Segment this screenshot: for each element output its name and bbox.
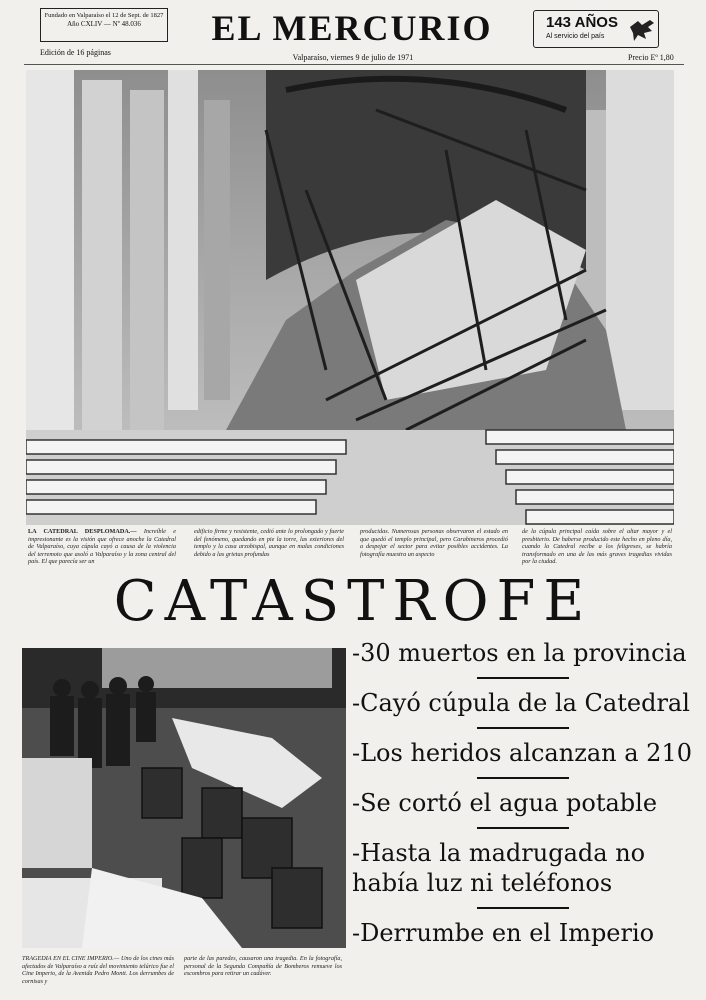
- bullet-item: -Los heridos alcanzan a 210: [352, 739, 692, 767]
- founded-box: [40, 8, 168, 42]
- photo-caption-col: edificio firme y resistente, cedió ante lo prolongado y fuerte del fenómeno, quedando en pie la torre, las exteriores del templo y la casa arzobispal, aunque en malas condiciones debido a las grietas profundas: [194, 528, 344, 558]
- dateline: Valparaíso, viernes 9 de julio de 1971: [292, 53, 414, 62]
- founded-line: Fundado en Valparaíso el 12 de Sept. de 1827: [44, 12, 164, 19]
- masthead-rule: [24, 64, 684, 65]
- caption-text: Increíble e impresionante es la visión que ofrece anoche la Catedral de Valparaíso, cuya cúpula cayó a causa de la violencia del terremoto que asoló a Valparaíso y la zona central del país. El que parecía ser un: [28, 528, 176, 566]
- photo-caption-col: de la cúpula principal caída sobre el altar mayor y el presbiterio. De haberse producido este hecho en pleno día, cuando la Catedral recibe a los feligreses, se habría transformado en una de las más graves tragedias vividas por la ciudad.: [522, 528, 672, 566]
- bullet-item: -Derrumbe en el Imperio: [352, 919, 655, 947]
- bullet-divider: [477, 777, 569, 779]
- caption-head: LA CATEDRAL DESPLOMADA.—: [28, 528, 137, 535]
- newspaper-title: EL MERCURIO: [211, 8, 493, 48]
- bullet-divider: [477, 677, 569, 679]
- photo-caption-col: parte de las paredes, causaron una tragedia. En la fotografía, personal de la Segunda Compañía de Bomberos remueve los escombros para retirar un cadáver.: [184, 955, 342, 978]
- photo-caption-col: [28, 528, 176, 566]
- bullet-item: -Hasta la madrugada no: [352, 839, 646, 867]
- photo-caption-col: producidas. Numerosas personas observaron el estado en que quedó el templo principal, pero Carabineros procedió a despejar el sector para evitar posibles accidentes. La fotografía muestra un aspecto: [360, 528, 508, 558]
- bullet-item: -Cayó cúpula de la Catedral: [352, 689, 690, 717]
- bullet-divider: [477, 727, 569, 729]
- photo-caption-col: [22, 955, 174, 985]
- main-headline: CATASTROFE: [113, 569, 593, 634]
- anniversary-years: 143 AÑOS: [546, 14, 618, 31]
- caption-text: Uno de los cines más afectados de Valparaíso a raíz del movimiento telúrico fue el Cine Imperio, de la Avenida Pedro Montt. Los derrumbes de cornisas y: [22, 955, 174, 985]
- bullet-item: -30 muertos en la provincia: [352, 639, 687, 667]
- bullet-item: -Se cortó el agua potable: [352, 789, 658, 817]
- bullet-divider: [477, 827, 569, 829]
- caption-head: TRAGEDIA EN EL CINE IMPERIO.—: [22, 955, 120, 962]
- cinema-photo: [22, 648, 346, 948]
- price: Precio Eº 1,80: [628, 53, 674, 62]
- anniversary-subtitle: Al servicio del país: [546, 33, 605, 40]
- anniversary-box: [533, 10, 659, 48]
- headline-bullets: [352, 638, 692, 948]
- bullet-item: había luz ni teléfonos: [352, 869, 613, 897]
- issue-number: Año CXLIV — Nº 48.036: [67, 20, 141, 28]
- cathedral-photo: [26, 70, 674, 525]
- edition-note: Edición de 16 páginas: [40, 48, 111, 57]
- bullet-divider: [477, 907, 569, 909]
- map-silhouette-icon: [628, 17, 656, 43]
